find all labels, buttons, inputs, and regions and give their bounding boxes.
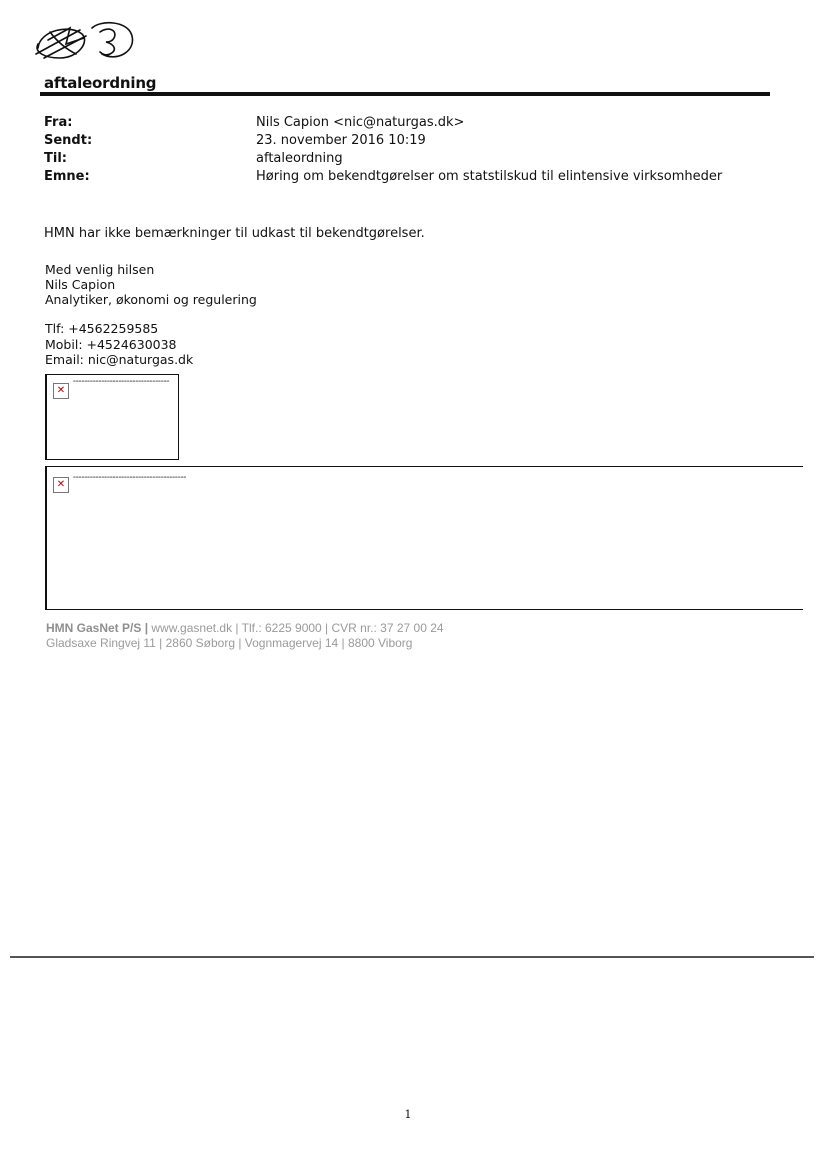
header-subject-row: [44, 168, 774, 186]
image-caption-placeholder: ▬▬▬▬▬▬▬▬▬▬▬▬▬▬▬▬▬▬▬▬▬▬▬▬▬▬▬▬▬▬▬▬▬▬▬▬▬▬▬▬: [73, 475, 187, 479]
broken-image-icon: ✕: [53, 477, 69, 493]
header-to-row: [44, 150, 774, 168]
header-divider: [40, 92, 770, 96]
header-label: Emne:: [44, 169, 90, 184]
contact-mobile: Mobil: +4524630038: [45, 336, 177, 352]
mailbox-name: aftaleordning: [44, 74, 157, 92]
signature-title: Analytiker, økonomi og regulering: [45, 292, 257, 307]
image-caption-placeholder: ▬▬▬▬▬▬▬▬▬▬▬▬▬▬▬▬▬▬▬▬▬▬▬▬▬▬▬▬▬▬▬▬▬▬: [73, 379, 170, 383]
embedded-image-placeholder: [45, 374, 179, 460]
header-subject-value: Høring om bekendtgørelser om statstilskud til elintensive virksomheder: [256, 169, 723, 184]
email-headers: [44, 114, 774, 186]
footer-line-2: Gladsaxe Ringvej 11 | 2860 Søborg | Vognmagervej 14 | 8800 Viborg: [46, 636, 413, 650]
signature-block: [45, 262, 257, 307]
signature-greeting: Med venlig hilsen: [45, 262, 155, 277]
company-footer: [46, 621, 444, 651]
header-label: Til:: [44, 151, 67, 166]
header-from-value: Nils Capion <nic@naturgas.dk>: [256, 115, 465, 130]
contact-email: Email: nic@naturgas.dk: [45, 352, 194, 367]
email-body-text: HMN har ikke bemærkninger til udkast til bekendtgørelser.: [44, 226, 425, 241]
header-to-value: aftaleordning: [256, 151, 343, 166]
footer-company: HMN GasNet P/S |: [46, 621, 149, 635]
header-sent-value: 23. november 2016 10:19: [256, 133, 426, 148]
contact-block: [45, 321, 193, 368]
page-divider: [10, 956, 814, 958]
broken-image-icon: ✕: [53, 383, 69, 399]
header-label: Sendt:: [44, 133, 93, 148]
footer-contact: www.gasnet.dk | Tlf.: 6225 9000 | CVR nr.: 37 27 00 24: [148, 621, 444, 635]
header-sent-row: [44, 132, 774, 150]
page-number: 1: [404, 1108, 412, 1121]
signature-name: Nils Capion: [45, 277, 116, 292]
contact-phone: Tlf: +4562259585: [45, 321, 159, 336]
embedded-banner-placeholder: [45, 466, 803, 610]
handwritten-stamp-icon: [30, 18, 140, 64]
header-from-row: [44, 114, 774, 132]
header-label: Fra:: [44, 115, 73, 130]
footer-line-1: [46, 621, 444, 636]
